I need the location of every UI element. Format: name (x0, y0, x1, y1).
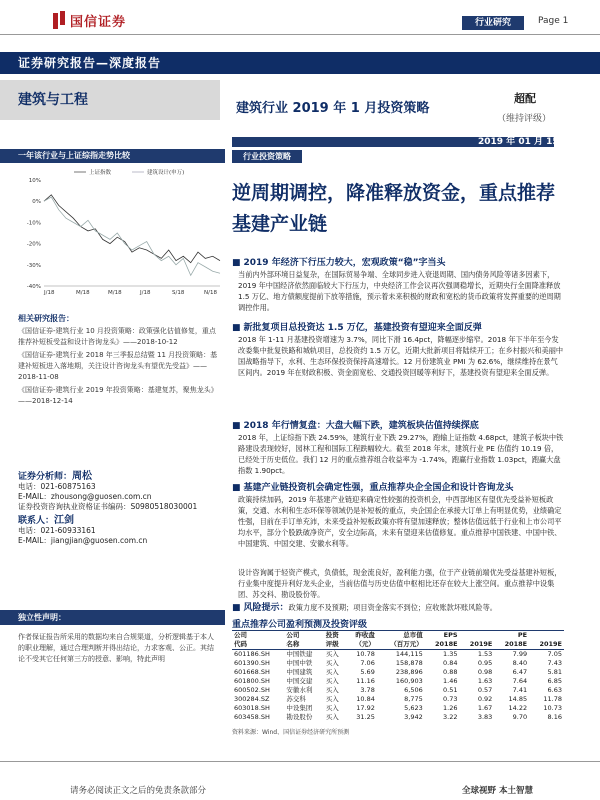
table-cell: （元） (346, 640, 377, 650)
rating-sub: （维持评级） (497, 114, 552, 124)
table-cell: 总市值 (377, 631, 425, 641)
table-cell: 10.84 (356, 695, 375, 703)
x-tick-label: J/18 (44, 290, 55, 296)
table-cell (460, 631, 495, 641)
table-cell: 238,896 (395, 668, 423, 676)
table-cell: 安徽水利 (286, 686, 313, 694)
table-cell: 600502.SH (234, 686, 270, 694)
analyst-block (18, 472, 223, 546)
table-cell: 0.98 (477, 668, 493, 676)
section-heading: ■ 新批复项目总投资达 1.5 万亿，基建投资有望迎来全面反弹 (232, 323, 564, 334)
table-cell: 名称 (284, 640, 323, 650)
table-cell: 0.95 (477, 659, 493, 667)
table-cell: 0.84 (443, 659, 458, 667)
table-cell: 买入 (325, 704, 339, 712)
table-cell: 买入 (325, 695, 339, 703)
related-heading: 相关研究报告： (18, 314, 74, 323)
table-cell: 0.51 (443, 686, 458, 694)
section-body: 设计咨询属于轻资产模式，负债低，现金流良好，盈利能力强，位于产业链前端优先受益基建补短板，行业集中度提升利好龙头企业，当前估值与历史估值中枢相比还存在较大上涨空间。重点推荐中设集团、苏交科、勘设股份等。 (238, 568, 562, 599)
related-item[interactable]: 《国信证券-建筑行业 2018 年三季报总结暨 11 月投资策略：基建补短板进入落地期，关注设计咨询龙头有望优先受益》——2018-11-08 (18, 351, 218, 381)
table-cell: 6,506 (404, 686, 423, 694)
table-row (232, 695, 564, 704)
table-row (232, 650, 564, 660)
y-tick-label: -40% (26, 284, 41, 290)
table-header-row (232, 631, 564, 641)
table-cell: 0.88 (443, 668, 458, 676)
table-cell: 2019E (460, 640, 495, 650)
table-cell: 144,115 (395, 650, 423, 658)
table-cell: 11.78 (543, 695, 562, 703)
company-name: 国信证券 (70, 14, 127, 30)
table-cell: 1.63 (477, 677, 493, 685)
table-cell: 7.06 (360, 659, 375, 667)
table-cell: 17.92 (356, 704, 375, 712)
table-cell: 6.63 (547, 686, 562, 694)
section-tag: 行业研究 (462, 16, 524, 30)
invest-tag: 行业投资策略 (232, 150, 302, 163)
table-cell: 601668.SH (234, 668, 270, 676)
section-heading: ■ 2018 年行情复盘：大盘大幅下跌，建筑板块估值持续探底 (232, 421, 564, 432)
table-cell: 11.16 (356, 677, 375, 685)
table-cell: 1.26 (443, 704, 458, 712)
industry-title: 建筑与工程 (0, 80, 220, 120)
table-cell: 苏交科 (286, 695, 306, 703)
table-cell: 601800.SH (234, 677, 270, 685)
logo-mark-icon (52, 11, 66, 29)
table-cell: 买入 (325, 677, 339, 685)
table-cell: 0.73 (443, 695, 458, 703)
table-cell: （百万元） (377, 640, 425, 650)
section-heading: ■ 2019 年经济下行压力较大，宏观政策“稳”字当头 (232, 258, 564, 269)
table-cell: 7.64 (512, 677, 528, 685)
header-divider (0, 34, 600, 35)
table-cell: 买入 (325, 686, 339, 694)
chart-title: 一年该行业与上证综指走势比较 (0, 149, 225, 163)
section-3 (232, 421, 564, 476)
legend-ind: 建筑设计(申万) (147, 170, 185, 176)
table-cell: 公司 (284, 631, 323, 641)
table-cell: 7.43 (547, 659, 562, 667)
table-row (232, 659, 564, 668)
section-body: 政策持续加码，2019 年基建产业链迎来确定性较强的投资机会，中西部地区有望优先受益补短板政策，交通、水利和生态环保等领域仍是补短板的重点，央企国企在承接大订单上有明显优势，业绩确定性强，目前在手订单充沛，未来受益补短板政策亦将有望加速释放；整体估值远低于行业和上市公司平均水平，部分个股跌破净资产，安全边际高，未来有望迎来估值修复。重点推荐中国铁建、中国中铁、中国建筑、中国交建、安徽水利等。 (238, 495, 562, 548)
table-cell: 1.67 (477, 704, 493, 712)
table-cell: 买入 (325, 659, 339, 667)
table-cell: 勘设股份 (286, 713, 313, 721)
table-cell: 昨收盘 (346, 631, 377, 641)
series-line (44, 197, 220, 275)
related-item[interactable]: 《国信证券-建筑行业 2019 年投资策略：基建复苏，聚焦龙头》——2018-12-14 (18, 386, 218, 405)
table-cell: 8,775 (404, 695, 423, 703)
table-row (232, 677, 564, 686)
table-cell: 代码 (232, 640, 284, 650)
table-cell: 3.78 (360, 686, 375, 694)
table-cell: 300284.SZ (234, 695, 270, 703)
table-cell: 10.73 (543, 704, 562, 712)
x-tick-label: J/18 (140, 290, 151, 296)
table-cell: 1.53 (477, 650, 493, 658)
table-cell: 7.99 (512, 650, 528, 658)
table-cell: 6.47 (512, 668, 528, 676)
table-row (232, 704, 564, 713)
table-cell: 5.81 (547, 668, 562, 676)
table-cell: 0.92 (477, 695, 493, 703)
table-row (232, 713, 564, 722)
table-cell (529, 631, 564, 641)
table-title: 重点推荐公司盈利预测及投资评级 (232, 620, 368, 630)
table-cell: 2019E (529, 640, 564, 650)
report-type-band: 证券研究报告—深度报告 (0, 52, 600, 74)
table-cell: 8.16 (547, 713, 562, 721)
y-tick-label: -30% (26, 262, 41, 269)
table-cell: 中国铁建 (286, 650, 313, 658)
table-cell: 中国交建 (286, 677, 313, 685)
table-cell: 601390.SH (234, 659, 270, 667)
section-body: 政策力度不及预期；项目资金落实不到位；应收账款坏账风险等。 (288, 603, 497, 612)
table-cell: 买入 (325, 668, 339, 676)
table-cell: 158,878 (395, 659, 423, 667)
section-body: 当前内外部环境日益复杂，在国际贸易争端、全球同步进入衰退周期、国内债务风险等诸多因素下，2019 年中国经济依然面临较大下行压力，中央经济工作会议再次强调稳增长，近期央行全面降准释放 1.5 万亿、地方债额度提前下放等措施，预示着未来积极的财政和宽松的货币政策将发挥重要的逆周期调控作用。 (238, 270, 561, 312)
independence-text: 作者保证报告所采用的数据均来自合规渠道，分析逻辑基于本人的职业理解，通过合理判断并得出结论，力求客观、公正。其结论不受其它任何第三方的授意、影响，特此声明 (18, 633, 214, 663)
analyst-phone: 电话：021-60875163 (18, 482, 96, 491)
contact-name: 江剑 (54, 515, 75, 526)
section-1 (232, 258, 564, 313)
table-cell: 投资 (324, 631, 346, 641)
table-cell: 7.05 (547, 650, 562, 658)
section-risk (232, 602, 564, 614)
table-cell: 0.57 (477, 686, 493, 694)
table-cell: 9.70 (512, 713, 528, 721)
table-cell: 1.46 (443, 677, 458, 685)
headline: 逆周期调控，降准释放资金，重点推荐基建产业链 (232, 182, 556, 235)
section-5 (232, 567, 564, 600)
table-row (232, 686, 564, 695)
table-cell: 3.22 (443, 713, 458, 721)
table-cell: 中国建筑 (286, 668, 313, 676)
report-date: 2019 年 01 月 15 日 (478, 137, 571, 147)
y-tick-label: 0% (32, 199, 41, 206)
table-cell: 2018E (494, 640, 529, 650)
table-cell: 买入 (325, 650, 339, 658)
table-cell: 10.78 (356, 650, 375, 658)
table-cell: 评级 (324, 640, 346, 650)
contact-email[interactable]: E-MAIL：jiangjian@guosen.com.cn (18, 536, 148, 545)
table-cell: 601186.SH (234, 650, 270, 658)
table-cell: 3,942 (404, 713, 423, 721)
table-header-row (232, 640, 564, 650)
table-cell: 31.25 (356, 713, 375, 721)
table-cell: 603458.SH (234, 713, 270, 721)
table-row (232, 668, 564, 677)
table-cell: 14.85 (508, 695, 528, 703)
rating: 超配 (514, 92, 536, 105)
section-body: 2018 年，上证综指下跌 24.59%，建筑行业下跌 29.27%，跑输上证指数 4.68pct，建筑子板块中铁路建设表现较好，园林工程和国际工程跌幅较大。截至 2018 年末，建筑行业 PE 估值约 10.19 倍，已经处于历史低位。我们 12 月的重点推荐组合收益率为 -1.74%，跑赢行业指数 1.03pct，跑赢大盘指数 1.90pct。 (238, 433, 564, 475)
table-cell: 中国中铁 (286, 659, 313, 667)
x-tick-label: M/18 (76, 290, 90, 296)
section-heading: ■ 风险提示： (232, 603, 289, 613)
table-cell: 5,623 (404, 704, 423, 712)
report-title: 建筑行业 2019 年 1 月投资策略 (236, 101, 430, 116)
table-cell: 1.35 (443, 650, 458, 658)
index-chart (14, 164, 226, 300)
table-cell: 160,903 (395, 677, 423, 685)
x-tick-label: S/18 (172, 290, 185, 296)
y-tick-label: -20% (26, 241, 41, 248)
analyst-role: 证券分析师： (18, 472, 73, 482)
related-list (18, 326, 218, 409)
table-cell: 买入 (325, 713, 339, 721)
table-cell: EPS (425, 631, 460, 641)
table-cell: 公司 (232, 631, 284, 641)
analyst-license: 证券投资咨询执业资格证书编码：S0980518030001 (18, 502, 198, 511)
footer-disclaimer: 请务必阅读正文之后的免责条款部分 (70, 786, 207, 796)
table-cell: 2018E (425, 640, 460, 650)
x-tick-label: M/18 (108, 290, 122, 296)
related-item[interactable]: 《国信证券-建筑行业 10 月投资策略：政策强化估值修复，重点推荐补短板受益和设计咨询龙头》——2018-10-12 (18, 327, 216, 346)
table-cell: 7.41 (512, 686, 528, 694)
table-cell: 8.40 (512, 659, 528, 667)
series-line (44, 195, 220, 263)
contact-phone: 电话：021-60933161 (18, 526, 96, 535)
footer-divider (0, 761, 600, 762)
analyst-name: 周松 (72, 471, 93, 482)
footer-slogan: 全球视野 本土智慧 (462, 786, 533, 796)
analyst-email[interactable]: E-MAIL：zhousong@guosen.com.cn (18, 492, 152, 501)
y-tick-label: 10% (28, 178, 41, 184)
table-cell: 14.22 (508, 704, 528, 712)
section-heading: ■ 基建产业链投资机会确定性强，重点推荐央企全国企和设计咨询龙头 (232, 483, 564, 494)
table-source: 资料来源：Wind、国信证券经济研究所预测 (232, 729, 350, 736)
company-logo (52, 10, 167, 30)
table-cell: 603018.SH (234, 704, 270, 712)
independence-heading: 独立性声明： (0, 610, 225, 625)
table-cell: 5.69 (360, 668, 375, 676)
table-cell: 6.85 (547, 677, 562, 685)
table-cell: 3.83 (477, 713, 493, 721)
forecast-table (232, 630, 564, 722)
section-body: 2018 年 1-11 月基建投资增速为 3.7%，同比下滑 16.4pct，降幅逐步缩窄。2018 年下半年至今发改委集中批复铁路和城轨项目，总投资约 1.5 万亿，近期大批新项目将陆续开工；在乡村振兴和美丽中国战略指导下，水利、生态环保投资保持高速增长。12 月份建筑业 PMI 为 62.6%，继续维持在景气区间内。2019 年在财政积极、资金面宽松、交通投资回暖等利好下，基建投资有望迎来全面反弹。 (238, 335, 564, 377)
page-label: Page 1 (538, 16, 569, 26)
section-2 (232, 323, 564, 378)
legend-sh: 上证指数 (89, 170, 112, 176)
y-tick-label: -10% (26, 220, 41, 227)
x-tick-label: N/18 (204, 290, 217, 296)
contact-role: 联系人： (18, 516, 55, 526)
table-cell: 中设集团 (286, 704, 313, 712)
table-cell: PE (494, 631, 529, 641)
section-4 (232, 483, 564, 549)
